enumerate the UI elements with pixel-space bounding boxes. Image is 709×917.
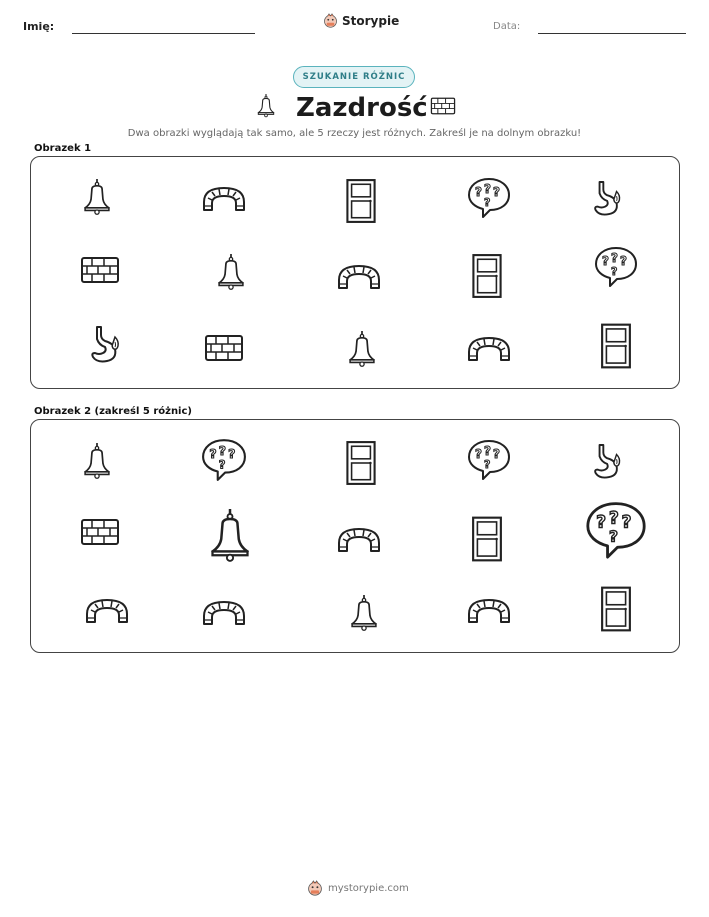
panel-2-label: Obrazek 2 (zakreśl 5 różnic) [34,406,192,417]
brick-wall-icon [204,334,244,362]
instructions: Dwa obrazki wyglądają tak samo, ale 5 rzeczy jest różnych. Zakreśl je na dolnym obrazku! [127,128,582,139]
arch-icon [85,596,129,624]
brick-wall-icon [80,256,120,284]
logo-text: Storypie [342,13,400,28]
storypie-logo [323,13,399,28]
door-icon [345,440,377,486]
bell-icon [345,326,379,370]
worksheet-type-badge: SZUKANIE RÓŻNIC [293,66,415,88]
footer [307,880,409,896]
arch-icon [467,334,511,362]
storypie-mascot-icon [307,880,323,896]
stomach-icon [592,442,626,482]
question-bubble-icon [594,244,638,288]
question-bubble-icon [467,437,511,481]
arch-icon [202,598,246,626]
name-label: Imię: [23,20,55,33]
footer-url[interactable]: mystorypie.com [328,882,409,894]
bell-icon [255,92,277,118]
brick-wall-icon [430,97,456,115]
arch-icon [467,596,511,624]
name-line[interactable] [72,33,255,34]
page-title: Zazdrość [296,93,428,123]
bell-icon [80,174,114,218]
arch-icon [202,184,246,212]
panel-1-label: Obrazek 1 [34,143,92,154]
date-line[interactable] [538,33,686,34]
bell-icon [214,248,248,294]
stomach-icon [592,179,626,219]
storypie-mascot-icon [323,13,338,28]
bell-icon [347,590,381,634]
stomach-icon [89,325,125,365]
arch-icon [337,262,381,290]
door-icon [471,253,503,299]
brick-wall-icon [80,518,120,546]
date-label: Data: [493,21,521,32]
question-bubble-icon [467,175,511,219]
question-bubble-icon [201,436,247,482]
door-icon [600,322,632,370]
bell-icon [80,438,114,482]
question-bubble-icon [585,498,647,560]
bell-icon [205,502,255,566]
door-icon [600,585,632,633]
door-icon [345,178,377,224]
door-icon [471,515,503,563]
arch-icon [337,525,381,553]
